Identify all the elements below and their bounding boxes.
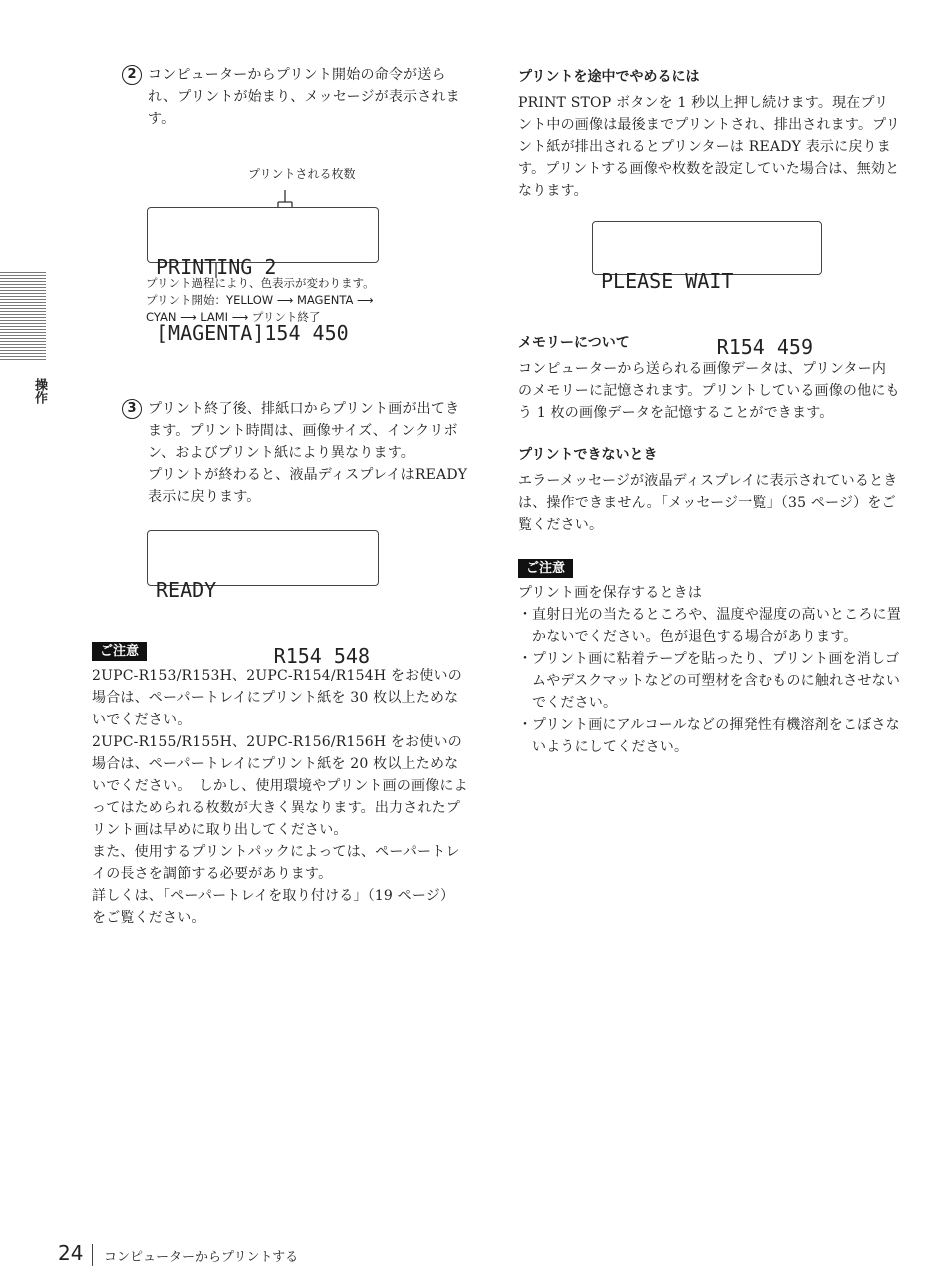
lcd-please-wait (592, 221, 822, 359)
lcd-callout-count: プリントされる枚数 (248, 167, 356, 181)
section-memory (518, 332, 900, 424)
cannot-text: エラーメッセージが液晶ディスプレイに表示されているときは、操作できません。「メッセージ一覧」（35 ページ）をご覧ください。 (518, 473, 898, 533)
section-cannot-print (518, 444, 900, 536)
lcd-note-3: CYAN ⟶ LAMI ⟶ プリント終了 (146, 310, 321, 324)
caution-badge: ご注意 (92, 642, 147, 661)
caution-badge: ご注意 (518, 559, 573, 578)
lcd-printing-notes (146, 275, 446, 326)
page-number: 24 (58, 1241, 84, 1265)
cannot-heading: プリントできないとき (518, 447, 658, 463)
caution-bullet-text: 直射日光の当たるところや、温度や湿度の高いところに置かないでください。色が退色する場合があります。 (532, 607, 901, 645)
caution-p3: また、使用するプリントパックによっては、ペーパートレイの長さを調節する必要があります。 (92, 844, 460, 882)
caution-bullet (518, 604, 902, 648)
bullet-mark: ・ (518, 717, 533, 733)
caution-p2: 2UPC-R155/R155H、2UPC-R156/R156H をお使いの場合は、ペーパートレイにプリント紙を 20 枚以上ためないでください。 しかし、使用環境やプリント画の画像によってはためられる枚数が大きく異なります。出力されたプリント画は早めに取り出してください。 (92, 734, 468, 838)
side-tab-stripes (0, 272, 46, 362)
memory-heading: メモリーについて (518, 335, 630, 351)
bullet-mark: ・ (518, 607, 533, 623)
bullet-mark: ・ (518, 651, 533, 667)
step-2-text: コンピューターからプリント開始の命令が送られ、プリントが始まり、メッセージが表示されます。 (148, 67, 460, 127)
lcd-note-2: プリント開始：YELLOW ⟶ MAGENTA ⟶ (146, 293, 374, 307)
step-3-text-1: プリント終了後、排紙口からプリント画が出てきます。プリント時間は、画像サイズ、インクリボン、およびプリント紙により異なります。 (148, 401, 460, 461)
footer-divider (92, 1244, 93, 1266)
caution-intro: プリント画を保存するときは (518, 585, 703, 601)
stop-heading: プリントを途中でやめるには (518, 69, 700, 85)
step-2-number: 2 (122, 65, 142, 85)
step-2 (122, 64, 472, 130)
lcd-note-1: プリント過程により、色表示が変わります。 (146, 276, 375, 290)
footer-section: コンピューターからプリントする (104, 1250, 299, 1265)
step-3-number: 3 (122, 399, 142, 419)
stop-text: PRINT STOP ボタンを 1 秒以上押し続けます。現在プリント中の画像は最後までプリントされ、排出されます。プリント紙が排出されるとプリンターは READY 表示に戻ります。プリントする画像や枚数を設定していた場合は、無効となります。 (518, 95, 900, 199)
section-stop (518, 66, 900, 202)
left-caution (92, 640, 468, 929)
lcd-wait-line2: R154 459 (716, 335, 813, 359)
caution-bullet (518, 648, 902, 714)
lcd-printing-line2: [MAGENTA]154 450 (156, 321, 349, 345)
lcd-wait-line1: PLEASE WAIT (601, 269, 734, 293)
caution-p4: 詳しくは、「ペーパートレイを取り付ける」（19 ページ）をご覧ください。 (92, 888, 455, 926)
step-3 (122, 398, 472, 508)
caution-bullet-text: プリント画に粘着テープを貼ったり、プリント画を消しゴムやデスクマットなどの可塑材を含むものに触れさせないでください。 (532, 651, 901, 711)
caution-p1: 2UPC-R153/R153H、2UPC-R154/R154H をお使いの場合は、ペーパートレイにプリント紙を 30 枚以上ためないでください。 (92, 668, 462, 728)
caution-bullet-text: プリント画にアルコールなどの揮発性有機溶剤をこぼさないようにしてください。 (532, 717, 900, 755)
caution-bullet (518, 714, 902, 758)
right-caution (518, 557, 902, 758)
step-3-text-2: プリントが終わると、液晶ディスプレイはREADY 表示に戻ります。 (148, 467, 468, 505)
memory-text: コンピューターから送られる画像データは、プリンター内のメモリーに記憶されます。プリントしている画像の他にもう 1 枚の画像データを記憶することができます。 (518, 361, 900, 421)
lcd-printing-line1: PRINTING 2 (156, 255, 277, 279)
lcd-ready-line1: READY (156, 578, 217, 602)
lcd-ready-line2: R154 548 (273, 644, 370, 668)
side-tab-label: 操作 (32, 378, 47, 404)
lcd-ready (147, 530, 379, 668)
